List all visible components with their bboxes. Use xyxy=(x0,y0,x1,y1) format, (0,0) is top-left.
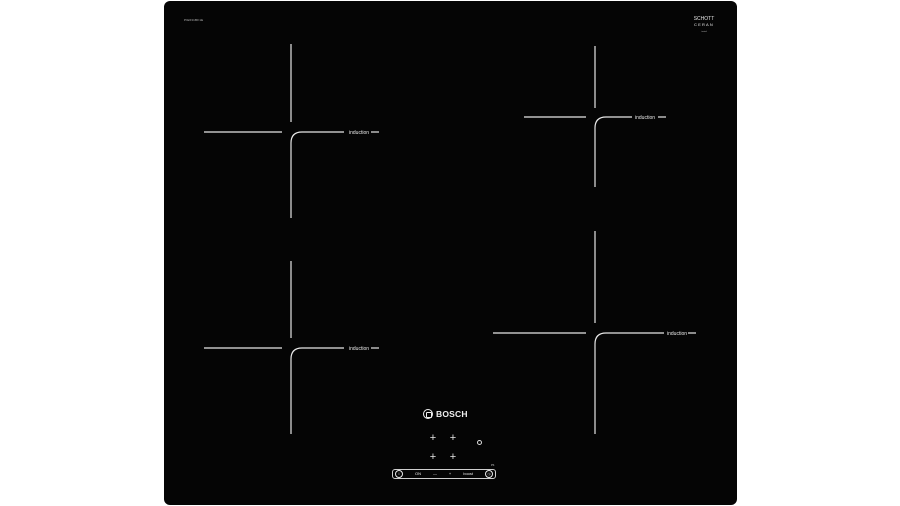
zone-select-front-left-icon[interactable]: + xyxy=(429,432,437,444)
timer-button[interactable]: ◷ xyxy=(485,470,493,478)
bosch-brand xyxy=(423,407,468,421)
zone-label-1: induction xyxy=(349,130,370,136)
glass-brand-line2: CERAN xyxy=(693,22,714,27)
zone-select-front-right-icon[interactable]: + xyxy=(429,451,437,463)
on-label: ON xyxy=(414,471,421,476)
induction-cooktop xyxy=(164,1,737,505)
zone-label-2: induction xyxy=(349,346,370,352)
child-lock-icon[interactable] xyxy=(477,440,482,445)
brand-name: BOSCH xyxy=(436,409,468,419)
cooking-zones xyxy=(164,1,737,505)
bosch-logo-icon xyxy=(423,409,433,419)
boost-button[interactable]: boost xyxy=(463,471,474,476)
power-button[interactable]: I xyxy=(395,470,403,478)
touch-control-bar xyxy=(392,469,496,479)
model-number: PIE631BF1E xyxy=(184,18,204,22)
small-badge: PS xyxy=(491,464,495,467)
zone-selector-pad xyxy=(427,433,461,463)
zone-label-3: induction xyxy=(635,115,656,121)
plus-button[interactable]: + xyxy=(448,471,452,476)
minus-button[interactable]: — xyxy=(432,471,437,476)
glass-brand-line1: SCHOTT xyxy=(693,16,715,22)
zone-label-4: induction xyxy=(667,331,688,337)
zone-select-rear-left-icon[interactable]: + xyxy=(449,432,457,444)
zone-bottom-right-marker[interactable] xyxy=(493,231,696,434)
zone-select-rear-right-icon[interactable]: + xyxy=(449,451,457,463)
glass-brand-line3: tested xyxy=(701,31,707,33)
